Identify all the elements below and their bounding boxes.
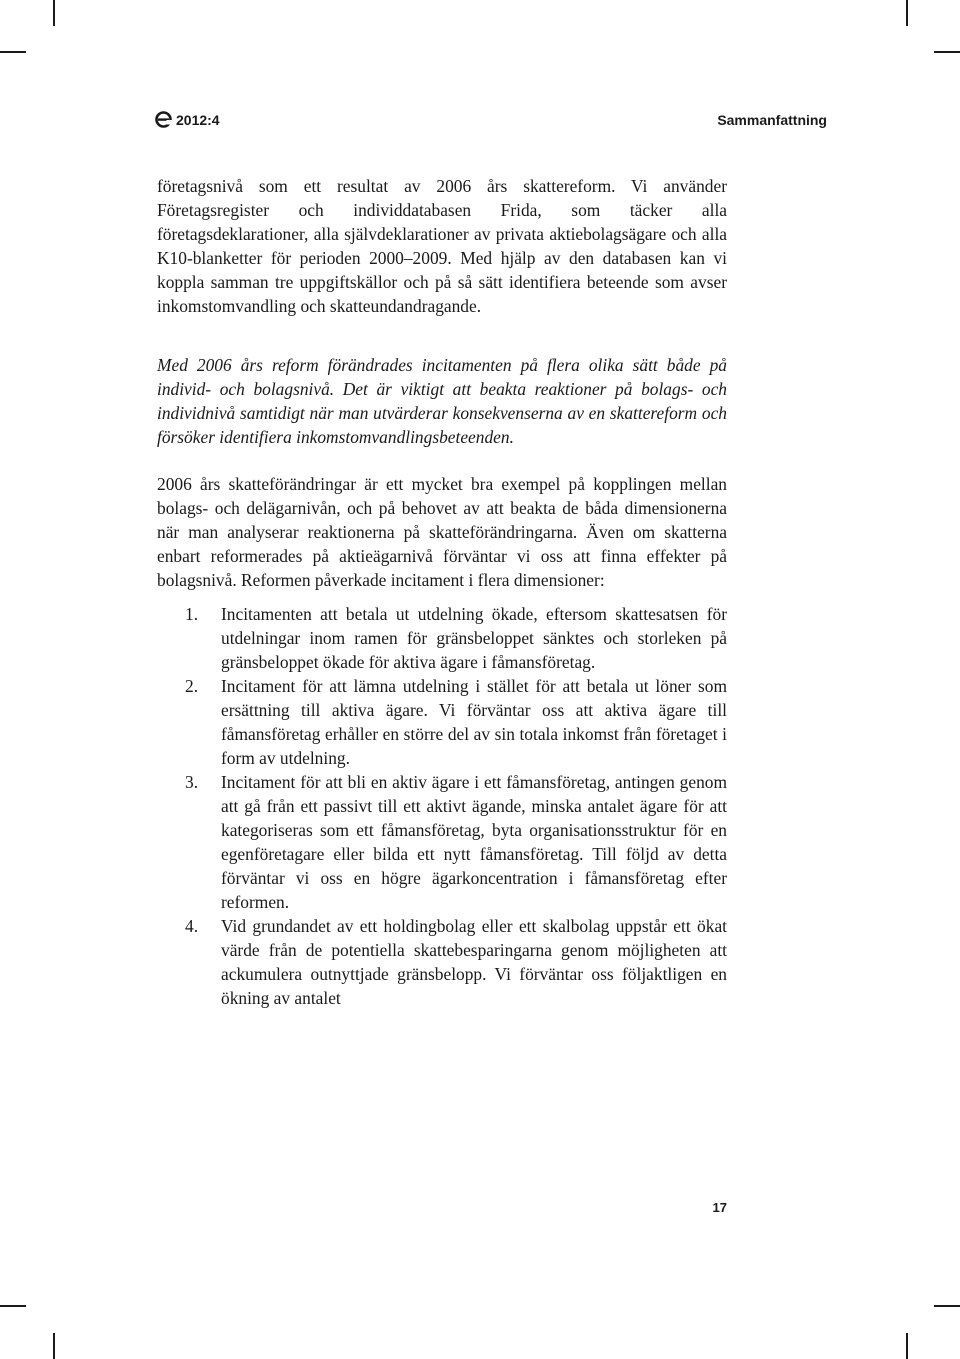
list-item [157,602,727,674]
list-item-text: Incitament för att bli en aktiv ägare i ett fåmansföretag, antingen genom att gå från ett passivt till ett aktivt ägande, minska antalet ägare för att kategoriseras som ett fåmansföretag, byta organisationsstruktur för en egenföretagare eller bilda ett nytt fåmansföretag. Till följd av detta förväntar vi oss en högre ägarkoncentration i fåmansföretag efter reformen. [221,772,727,912]
crop-mark-top-left-h [0,51,26,53]
list-item [157,914,727,1010]
list-item-number: 2. [185,676,199,696]
paragraph-reform: 2006 års skatteförändringar är ett mycket bra exempel på kopplingen mellan bolags- och delägarnivån, och på behovet av att beakta de båda dimensionerna när man analyserar reaktionerna på skatteförändringarna. Även om skatterna enbart reformerades på aktieägarnivå förväntar vi oss att finna effekter på bolagsnivå. Reformen påverkade incitament i flera dimensioner: [157,474,727,590]
body-text [157,174,727,1010]
paragraph-intro: företagsnivå som ett resultat av 2006 års skattereform. Vi använder Företagsregister och individdatabasen Frida, som täcker alla företagsdeklarationer, alla självdeklarationer av privata aktiebolagsägare och alla K10-blanketter för perioden 2000–2009. Med hjälp av den databasen kan vi koppla samman tre uppgiftskällor och på så sätt identifiera beteende som avser inkomstomvandling och skatteundandragande. [157,176,727,316]
crop-mark-top-left [53,0,55,26]
e-logo-icon [155,111,172,128]
paragraph-highlight: Med 2006 års reform förändrades incitamenten på flera olika sätt både på individ- och bolagsnivå. Det är viktigt att beakta reaktioner på bolags- och individnivå samtidigt när man utvärderar konsekvenserna av en skattereform och försöker identifiera inkomstomvandlingsbeteenden. [157,355,727,447]
list-item-number: 1. [185,604,199,624]
crop-mark-bottom-right [906,1333,908,1359]
list-item [157,674,727,770]
crop-mark-bottom-right-h [934,1305,960,1307]
list-item-text: Incitamenten att betala ut utdelning ökade, eftersom skattesatsen för utdelningar inom ramen för gränsbeloppet sänktes och storleken på gränsbeloppet ökade för aktiva ägare i fåmansföretag. [221,604,727,672]
crop-mark-bottom-left [53,1333,55,1359]
incentive-list [157,602,727,1010]
running-header [155,111,827,133]
crop-mark-top-right-h [934,51,960,53]
crop-mark-bottom-left-h [0,1305,26,1307]
list-item [157,770,727,914]
crop-mark-top-right [906,0,908,26]
list-item-text: Vid grundandet av ett holdingbolag eller ett skalbolag uppstår ett ökat värde från de potentiella skattebesparingarna genom möjligheten att ackumulera outnyttjade gränsbelopp. Vi förväntar oss följaktligen en ökning av antalet [221,916,727,1008]
page-number: 17 [712,1200,727,1215]
list-item-text: Incitament för att lämna utdelning i stället för att betala ut löner som ersättning till aktiva ägare. Vi förväntar oss att aktiva ägare till fåmansföretag erhåller en större del av sin totala inkomst från företaget i form av utdelning. [221,676,727,768]
list-item-number: 4. [185,916,199,936]
list-item-number: 3. [185,772,199,792]
issue-number: 2012:4 [176,112,220,128]
section-title: Sammanfattning [717,112,827,128]
